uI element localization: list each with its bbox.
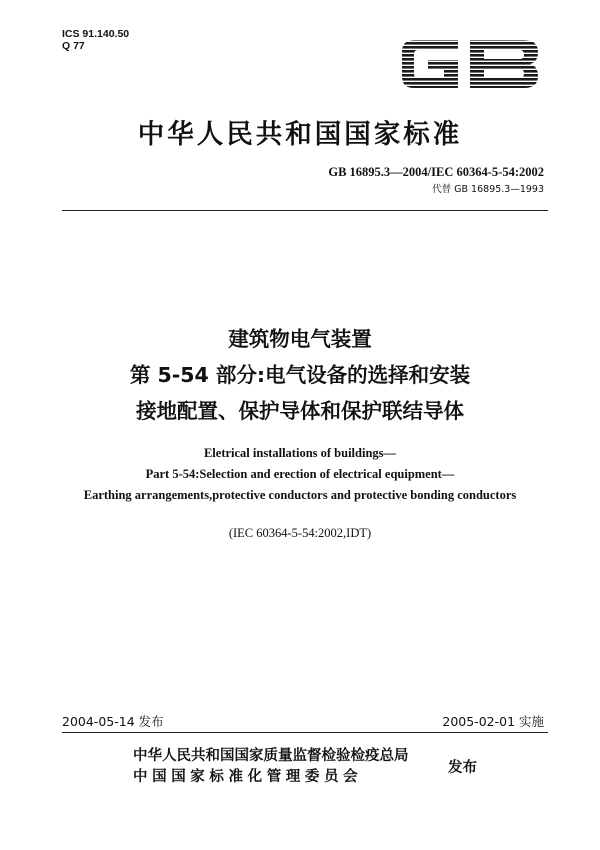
issuer-aqsiq: 中华人民共和国国家质量监督检验检疫总局 [133,748,409,764]
gb-standard-logo [396,34,544,94]
publish-label: 发布 [448,760,477,776]
classification-codes [62,28,129,52]
issuer-sac: 中国国家标准化管理委员会 [133,769,363,785]
english-title-line-1: Eletrical installations of buildings— [203,446,397,460]
replaces-standard: 代替 GB 16895.3—1993 [432,184,544,195]
english-title [0,443,600,506]
ics-code: ICS 91.140.50 [62,28,130,40]
header-divider [62,210,548,211]
chinese-title [0,321,600,429]
iec-equivalence: (IEC 60364-5-54:2002,IDT) [228,526,372,540]
ccs-code: Q 77 [62,40,85,52]
issuing-authorities [133,746,409,788]
issue-date: 2004-05-14 发布 [62,714,164,729]
standard-type-title: 中华人民共和国国家标准 [137,119,463,150]
english-title-line-2: Part 5-54:Selection and erection of electrical equipment— [145,467,455,481]
english-title-line-3: Earthing arrangements,protective conductors and protective bonding conductors [83,488,517,502]
gb-logo-icon [396,34,544,94]
implementation-date: 2005-02-01 实施 [442,714,544,729]
chinese-title-line-2: 第 5-54 部分:电气设备的选择和安装 [129,363,471,387]
standard-number: GB 16895.3—2004/IEC 60364-5-54:2002 [328,165,544,179]
chinese-title-line-1: 建筑物电气装置 [228,327,372,351]
chinese-title-line-3: 接地配置、保护导体和保护联结导体 [136,399,464,423]
footer-divider [62,732,548,733]
